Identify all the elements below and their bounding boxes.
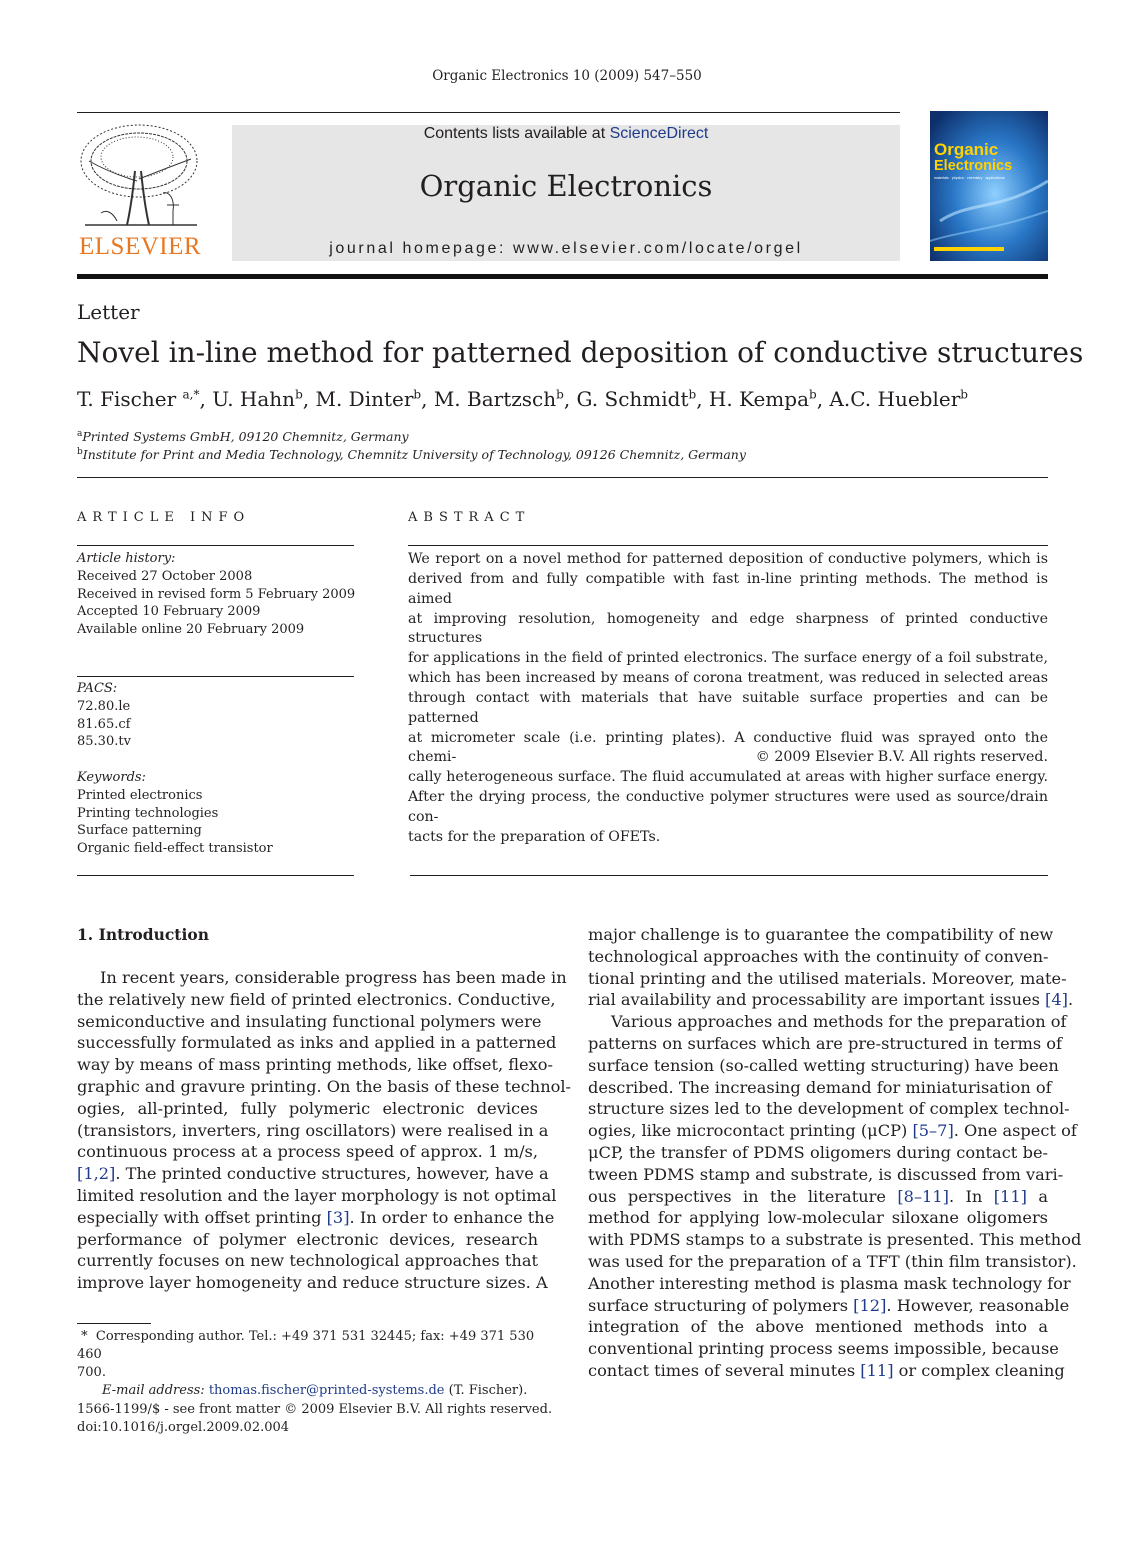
corresponding-line	[77, 1328, 542, 1364]
cover-image-icon	[930, 111, 1048, 261]
abstract-line: at micrometer scale (i.e. printing plates). A conductive fluid was sprayed onto the chemi-	[408, 729, 1048, 766]
body-column-left	[77, 967, 572, 1294]
body-line: ogies, like microcontact printing (μCP) [5–7]. One aspect of	[588, 1121, 1077, 1141]
body-line: currently focuses on new technological approaches that	[77, 1251, 538, 1271]
article-history	[77, 550, 355, 639]
elsevier-logo	[77, 121, 205, 263]
corresponding-cont: 700.	[77, 1365, 106, 1380]
author-separator: ,	[199, 387, 213, 411]
history-item: Accepted 10 February 2009	[77, 604, 261, 620]
abstract-line: which has been increased by means of corona treatment, was reduced in selected areas	[408, 670, 1048, 687]
body-line: surface tension (so-called wetting structuring) have been	[588, 1055, 1059, 1075]
body-line: In recent years, considerable progress has been made in	[100, 968, 567, 987]
author-name: M. Dinter	[315, 387, 414, 411]
body-line: surface structuring of polymers [12]. However, reasonable	[588, 1295, 1070, 1315]
email-line	[77, 1382, 542, 1400]
pacs-code: 85.30.tv	[77, 734, 131, 750]
affiliation-a	[77, 429, 409, 444]
issn-line: 1566-1199/$ - see front matter © 2009 Elsevier B.V. All rights reserved.	[77, 1402, 553, 1417]
footnote-mark: *	[81, 1329, 88, 1344]
author-name: H. Kempa	[708, 387, 809, 411]
affiliation-text: Printed Systems GmbH, 09120 Chemnitz, Germany	[82, 429, 409, 445]
affiliation-mark: a	[77, 429, 83, 439]
body-line: ogies, all-printed, fully polymeric electronic devices	[77, 1098, 538, 1118]
author-name: G. Schmidt	[576, 387, 689, 411]
body-line: structure sizes led to the development of complex technol-	[588, 1099, 1070, 1119]
author-name: M. Bartzsch	[433, 387, 557, 411]
corresponding-footnote	[77, 1328, 542, 1400]
citation-link[interactable]: [3]	[326, 1207, 350, 1227]
doi-line[interactable]: doi:10.1016/j.orgel.2009.02.004	[77, 1420, 290, 1435]
journal-cover	[930, 111, 1048, 261]
contents-line	[232, 125, 900, 143]
body-line: major challenge is to guarantee the compatibility of new	[588, 925, 1054, 944]
citation-link[interactable]: [11]	[860, 1360, 894, 1380]
body-line: tional printing and the utilised materials. Moreover, mate-	[588, 968, 1067, 988]
pacs-code: 72.80.le	[77, 698, 131, 714]
elsevier-tree-logo-icon	[77, 121, 205, 233]
body-line: with PDMS stamps to a substrate is presented. This method	[588, 1230, 1082, 1250]
abstract-line: through contact with materials that have suitable surface properties and can be patterned	[408, 689, 1048, 726]
body-line: graphic and gravure printing. On the basis of these technol-	[77, 1076, 572, 1096]
author-affiliation-mark: a,*	[182, 387, 200, 402]
running-header: Organic Electronics 10 (2009) 547–550	[432, 68, 702, 84]
abstract-line: cally heterogeneous surface. The fluid accumulated at areas with higher surface energy.	[408, 769, 1048, 786]
cover-title-line1: Organic	[934, 140, 999, 159]
email-label: E-mail address:	[102, 1383, 205, 1398]
abstract-line: We report on a novel method for patterned deposition of conductive polymers, which is	[408, 551, 1048, 567]
history-item: Available online 20 February 2009	[77, 622, 305, 638]
author-separator: ,	[302, 387, 316, 411]
body-line: method for applying low-molecular siloxane oligomers	[588, 1208, 1048, 1228]
citation-link[interactable]: [12]	[853, 1295, 887, 1315]
citation-link[interactable]: [1,2]	[77, 1164, 116, 1184]
body-line: ous perspectives in the literature [8–11]. In [11] a	[588, 1186, 1048, 1206]
cover-title-line2: Electronics	[934, 158, 1013, 174]
body-line: improve layer homogeneity and reduce structure sizes. A	[77, 1273, 548, 1293]
body-line: described. The increasing demand for miniaturisation of	[588, 1077, 1052, 1097]
body-line: was used for the preparation of a TFT (thin film transistor).	[588, 1251, 1077, 1271]
article-info-bottom-rule	[77, 875, 354, 876]
author-affiliation-mark: b	[413, 387, 422, 402]
author-affiliation-mark: b	[809, 387, 817, 402]
history-item: Received in revised form 5 February 2009	[77, 586, 356, 602]
pacs-rule	[77, 676, 354, 677]
abstract-line: for applications in the field of printed electronics. The surface energy of a foil substrate,	[408, 650, 1048, 667]
body-line: conventional printing process seems impossible, because	[588, 1339, 1059, 1359]
author-affiliation-mark: b	[960, 387, 968, 402]
email-link[interactable]: thomas.fischer@printed-systems.de	[208, 1383, 445, 1398]
body-line: way by means of mass printing methods, like offset, flexo-	[77, 1055, 553, 1075]
pacs-label: PACS:	[77, 681, 118, 696]
citation-link[interactable]: [8–11]	[897, 1186, 949, 1206]
section-heading: 1. Introduction	[77, 925, 209, 944]
citation-link[interactable]: [11]	[993, 1186, 1027, 1206]
article-info-rule	[77, 545, 354, 546]
sciencedirect-link[interactable]: ScienceDirect	[609, 125, 709, 142]
abstract-line: derived from and fully compatible with fast in-line printing methods. The method is aimed	[408, 570, 1048, 607]
body-line: the relatively new field of printed electronics. Conductive,	[77, 989, 556, 1009]
abstract-line: at improving resolution, homogeneity and edge sharpness of printed conductive structures	[408, 610, 1048, 647]
body-line: Another interesting method is plasma mask technology for	[588, 1273, 1071, 1293]
body-column-right	[588, 924, 1082, 1382]
abstract-bottom-rule	[410, 875, 1048, 876]
elsevier-wordmark: ELSEVIER	[79, 233, 202, 260]
body-line: rial availability and processability are important issues [4].	[588, 990, 1074, 1010]
body-line: patterns on surfaces which are pre-structured in terms of	[588, 1033, 1063, 1053]
journal-banner	[232, 125, 900, 261]
author-name: A.C. Huebler	[829, 387, 961, 411]
body-line: technological approaches with the continuity of conven-	[588, 946, 1049, 966]
author-affiliation-mark: b	[688, 387, 697, 402]
body-line: (transistors, inverters, ring oscillators) were realised in a	[77, 1120, 549, 1140]
body-line: contact times of several minutes [11] or complex cleaning	[588, 1360, 1065, 1380]
journal-name: Organic Electronics	[419, 169, 713, 203]
body-line: [1,2]. The printed conductive structures, however, have a	[77, 1164, 549, 1184]
footnote-rule	[77, 1323, 151, 1324]
author-affiliation-mark: b	[556, 387, 564, 402]
body-line: especially with offset printing [3]. In order to enhance the	[77, 1207, 555, 1227]
keyword: Printing technologies	[77, 805, 219, 821]
abstract-text	[408, 550, 1048, 848]
affiliation-text: Institute for Print and Media Technology, Chemnitz University of Technology, 09126 Chemnitz, Germany	[82, 447, 746, 463]
author-separator: ,	[696, 387, 709, 411]
citation-link[interactable]: [4]	[1045, 990, 1068, 1010]
author-list	[77, 387, 968, 411]
corresponding-text: Corresponding author. Tel.: +49 371 531 32445; fax: +49 371 530 460	[77, 1329, 535, 1362]
keyword: Surface patterning	[77, 823, 202, 839]
keywords-label: Keywords:	[77, 770, 146, 785]
body-line: performance of polymer electronic devices, research	[77, 1229, 538, 1249]
body-line: integration of the above mentioned methods into a	[588, 1317, 1048, 1337]
affiliations-rule	[77, 477, 1048, 478]
body-line: tween PDMS stamp and substrate, is discussed from vari-	[588, 1164, 1064, 1184]
email-suffix: (T. Fischer).	[444, 1383, 528, 1398]
affiliation-mark: b	[77, 447, 83, 457]
abstract-heading: ABSTRACT	[408, 510, 531, 525]
abstract-copyright: © 2009 Elsevier B.V. All rights reserved.	[755, 749, 1048, 765]
keywords-block	[77, 769, 273, 858]
article-type: Letter	[77, 300, 140, 324]
body-line: μCP, the transfer of PDMS oligomers during contact be-	[588, 1142, 1048, 1162]
body-line: Various approaches and methods for the preparation of	[611, 1012, 1067, 1032]
author-name: T. Fischer	[77, 387, 183, 411]
author-name: U. Hahn	[212, 387, 296, 411]
contents-prefix: Contents lists available at	[423, 125, 610, 142]
cover-subtitle: materials · physics · chemistry · applications	[934, 176, 1005, 180]
keyword: Printed electronics	[77, 787, 203, 803]
article-title: Novel in-line method for patterned deposition of conductive structures	[77, 336, 1084, 369]
author-separator: ,	[421, 387, 434, 411]
front-matter	[77, 1401, 552, 1437]
history-item: Received 27 October 2008	[77, 568, 253, 584]
header-bottom-rule	[77, 274, 1048, 279]
abstract-line: After the drying process, the conductive polymer structures were used as source/drain con-	[408, 789, 1048, 825]
history-label: Article history:	[77, 551, 176, 566]
header-top-rule	[77, 112, 900, 113]
pacs-code: 81.65.cf	[77, 716, 131, 732]
author-affiliation-mark: b	[295, 387, 303, 402]
journal-homepage[interactable]: journal homepage: www.elsevier.com/locate/orgel	[329, 240, 803, 257]
author-separator: ,	[816, 387, 830, 411]
body-line: limited resolution and the layer morphology is not optimal	[77, 1185, 557, 1205]
article-info-heading: ARTICLE INFO	[77, 510, 251, 525]
body-line: continuous process at a process speed of approx. 1 m/s,	[77, 1142, 538, 1162]
keyword: Organic field-effect transistor	[77, 841, 273, 857]
affiliation-b	[77, 447, 746, 462]
author-separator: ,	[563, 387, 577, 411]
citation-link[interactable]: [5–7]	[912, 1121, 954, 1141]
pacs-block	[77, 680, 131, 751]
body-line: successfully formulated as inks and applied in a patterned	[77, 1033, 557, 1053]
abstract-line: tacts for the preparation of OFETs.	[408, 828, 661, 845]
abstract-rule	[408, 545, 1048, 546]
body-line: semiconductive and insulating functional polymers were	[77, 1011, 542, 1031]
